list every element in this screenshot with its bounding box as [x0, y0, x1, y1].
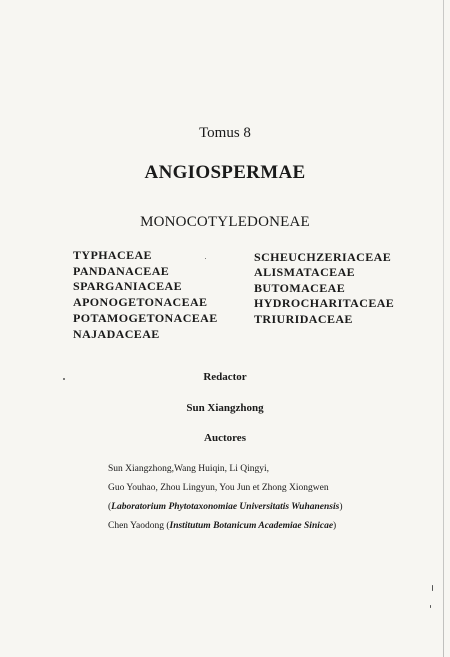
auctores-heading: Auctores	[204, 432, 246, 444]
family-item: HYDROCHARITACEAE	[254, 296, 395, 311]
affiliation-name: Laboratorium Phytotaxonomiae Universitatis Wuhanensis	[111, 502, 340, 512]
family-item: APONOGETONACEAE	[73, 295, 208, 310]
page-edge-shadow	[443, 0, 444, 657]
family-item: TRIURIDACEAE	[254, 311, 353, 326]
family-item: PANDANACEAE	[73, 263, 170, 278]
redactor-name: Sun Xiangzhong	[186, 402, 264, 414]
scan-speck	[430, 605, 431, 608]
author-line	[108, 517, 342, 536]
author-names: Sun Xiangzhong,Wang Huiqin, Li Qingyi,	[108, 464, 269, 474]
family-list-right	[254, 250, 394, 327]
scan-speck	[432, 585, 433, 591]
page-title: ANGIOSPERMAE	[144, 162, 306, 183]
scan-speck	[63, 378, 65, 380]
paren-close: )	[339, 502, 343, 512]
family-item: SPARGANIACEAE	[73, 279, 182, 294]
family-item: TYPHACEAE	[73, 248, 152, 262]
scan-speck	[205, 258, 206, 259]
family-item: ALISMATACEAE	[254, 265, 356, 280]
affiliation-name: Institutum Botanicum Academiae Sinicae	[169, 521, 334, 531]
author-names: Chen Yaodong (	[108, 521, 170, 531]
family-item: POTAMOGETONACEAE	[73, 310, 218, 325]
family-list-left	[73, 248, 218, 342]
volume-number: Tomus 8	[199, 125, 251, 141]
paren-open: (	[108, 502, 112, 512]
family-item: SCHEUCHZERIACEAE	[254, 250, 392, 264]
author-line	[108, 479, 342, 498]
page-subtitle: MONOCOTYLEDONEAE	[140, 214, 310, 230]
author-list	[108, 460, 342, 536]
family-item: NAJADACEAE	[73, 326, 160, 341]
paren-close: )	[333, 521, 337, 531]
author-line	[108, 460, 342, 479]
author-names: Guo Youhao, Zhou Lingyun, You Jun et Zhong Xiongwen	[108, 483, 329, 493]
family-item: BUTOMACEAE	[254, 280, 346, 295]
affiliation-line	[108, 498, 342, 517]
redactor-heading: Redactor	[203, 371, 247, 383]
